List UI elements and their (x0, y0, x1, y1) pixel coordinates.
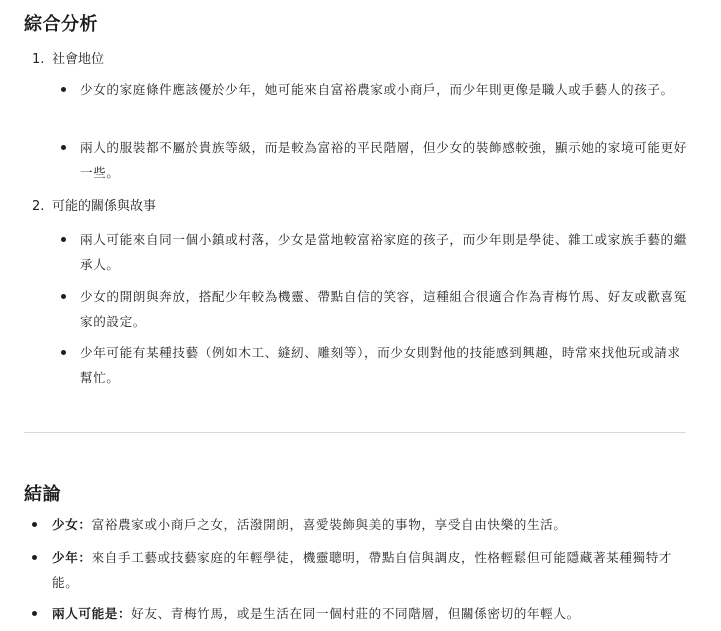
list-item-text: 少女的家庭條件應該優於少年，她可能來自富裕農家或小商戶，而少年則更像是職人或手藝人的孩子。 (80, 82, 674, 97)
label-separator: ： (117, 606, 132, 621)
conclusion-label: 兩人可能是 (52, 606, 118, 621)
conclusion-text: 好友、青梅竹馬，或是生活在同一個村莊的不同階層，但關係密切的年輕人。 (131, 606, 580, 621)
numbered-item-social-status (32, 48, 104, 67)
list-item (80, 227, 692, 277)
item-number: 1. (32, 52, 45, 67)
conclusion-label: 少年 (52, 550, 79, 565)
list-item (80, 77, 692, 102)
label-separator: ： (78, 550, 92, 565)
bullet-icon (61, 350, 66, 355)
analysis-heading: 綜合分析 (24, 14, 98, 35)
bullet-icon (61, 294, 66, 299)
bullet-icon (32, 611, 37, 616)
item-title: 社會地位 (52, 52, 105, 67)
list-item-text: 兩人的服裝都不屬於貴族等級，而是較為富裕的平民階層，但少女的裝飾感較強，顯示她的家境可能更好一些。 (80, 140, 687, 180)
label-separator: ： (78, 517, 92, 532)
item-number: 2. (32, 199, 45, 214)
bullet-icon (32, 522, 37, 527)
bullet-icon (32, 555, 37, 560)
numbered-item-relationship (32, 195, 156, 214)
item-title: 可能的關係與故事 (52, 199, 157, 214)
bullet-icon (61, 87, 66, 92)
conclusion-heading: 結論 (24, 484, 61, 505)
conclusion-label: 少女 (52, 517, 79, 532)
list-item (80, 284, 692, 334)
section-divider (24, 432, 686, 433)
conclusion-item (52, 545, 692, 595)
conclusion-item (52, 601, 692, 626)
conclusion-item (52, 512, 692, 537)
conclusion-text: 來自手工藝或技藝家庭的年輕學徒，機靈聰明，帶點自信與調皮，性格輕鬆但可能隱藏著某種獨特才能。 (52, 550, 673, 590)
conclusion-text: 富裕農家或小商戶之女，活潑開朗，喜愛裝飾與美的事物，享受自由快樂的生活。 (91, 517, 567, 532)
bullet-icon (61, 145, 66, 150)
list-item (80, 340, 692, 390)
list-item-text: 少女的開朗與奔放，搭配少年較為機靈、帶點自信的笑容，這種組合很適合作為青梅竹馬、好友或歡喜冤家的設定。 (80, 289, 687, 329)
list-item (80, 135, 692, 185)
bullet-icon (61, 237, 66, 242)
list-item-text: 兩人可能來自同一個小鎮或村落，少女是當地較富裕家庭的孩子，而少年則是學徒、雜工或家族手藝的繼承人。 (80, 232, 687, 272)
list-item-text: 少年可能有某種技藝（例如木工、縫紉、雕刻等），而少女則對他的技能感到興趣，時常來找他玩或請求幫忙。 (80, 345, 681, 385)
